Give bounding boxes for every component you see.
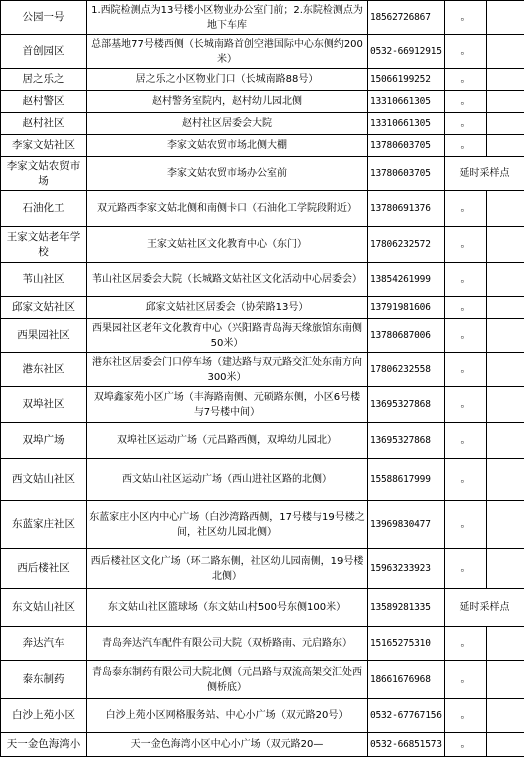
site-phone: 0532-66851573: [368, 733, 445, 757]
site-address: 双元路西李家文姑北侧和南侧卡口（石油化工学院段附近）: [87, 191, 368, 227]
site-name: 双埠广场: [1, 423, 87, 459]
empty-cell: [487, 661, 524, 699]
site-name: 西后楼社区: [1, 549, 87, 589]
site-address: 赵村警务室院内，赵村幼儿园北侧: [87, 91, 368, 113]
site-note: 。: [445, 699, 487, 733]
site-phone: 13310661305: [368, 91, 445, 113]
empty-cell: [487, 501, 524, 549]
site-name: 邱家文姑社区: [1, 297, 87, 319]
site-address: 苇山社区居委会大院（长城路文姑社区文化活动中心居委会）: [87, 263, 368, 297]
empty-cell: [487, 191, 524, 227]
site-name: 赵村社区: [1, 113, 87, 135]
site-phone: 13310661305: [368, 113, 445, 135]
site-name: 双埠社区: [1, 387, 87, 423]
site-phone: 17806232558: [368, 353, 445, 387]
empty-cell: [487, 91, 524, 113]
table-row: [1, 423, 524, 459]
table-row: [1, 387, 524, 423]
table-row: [1, 157, 524, 191]
site-name: 东蓝家庄社区: [1, 501, 87, 549]
site-note: 。: [445, 113, 487, 135]
table-row: [1, 69, 524, 91]
site-phone: 13695327868: [368, 423, 445, 459]
site-address: 西果园社区老年文化教育中心（兴阳路青岛海天缘旅馆东南侧50米）: [87, 319, 368, 353]
site-phone: 13854261999: [368, 263, 445, 297]
site-name: 李家文姑农贸市场: [1, 157, 87, 191]
site-note: 。: [445, 191, 487, 227]
empty-cell: [487, 459, 524, 501]
site-note: 。: [445, 263, 487, 297]
table-row: [1, 1, 524, 35]
site-note: 。: [445, 549, 487, 589]
site-note: 。: [445, 35, 487, 69]
table-row: [1, 699, 524, 733]
site-phone: 13780687006: [368, 319, 445, 353]
empty-cell: [487, 227, 524, 263]
site-address: 东文姑山社区篮球场（东文姑山村500号东侧100米）: [87, 589, 368, 627]
empty-cell: [487, 297, 524, 319]
site-phone: 0532-66912915: [368, 35, 445, 69]
site-address: 赵村社区居委会大院: [87, 113, 368, 135]
site-phone: 15588617999: [368, 459, 445, 501]
site-address: 李家文姑农贸市场办公室前: [87, 157, 368, 191]
empty-cell: [487, 699, 524, 733]
table-row: [1, 35, 524, 69]
site-address: 1.西院检测点为13号楼小区物业办公室门前；2.东院检测点为地下车库: [87, 1, 368, 35]
site-name: 天一金色海湾小: [1, 733, 87, 757]
site-address: 西文姑山社区运动广场（西山进社区路的北侧）: [87, 459, 368, 501]
table-row: [1, 297, 524, 319]
site-name: 西文姑山社区: [1, 459, 87, 501]
site-note: 。: [445, 319, 487, 353]
site-address: 东蓝家庄小区内中心广场（白沙湾路西侧，17号楼与19号楼之间，社区幼儿园北侧）: [87, 501, 368, 549]
site-address: 李家文姑农贸市场北侧大棚: [87, 135, 368, 157]
site-phone: 13589281335: [368, 589, 445, 627]
site-note: 。: [445, 69, 487, 91]
site-note: 。: [445, 733, 487, 757]
site-note: 。: [445, 459, 487, 501]
site-note: 。: [445, 227, 487, 263]
site-name: 苇山社区: [1, 263, 87, 297]
site-phone: 13695327868: [368, 387, 445, 423]
site-address: 邱家文姑社区居委会（协荣路13号）: [87, 297, 368, 319]
table-row: [1, 263, 524, 297]
site-address: 双埠鑫家苑小区广场（丰海路南侧、元硕路东侧，小区6号楼与7号楼中间）: [87, 387, 368, 423]
site-phone: 18661676968: [368, 661, 445, 699]
site-name: 王家文姑老年学校: [1, 227, 87, 263]
site-address: 白沙上苑小区网格服务站、中心小广场（双元路20号）: [87, 699, 368, 733]
empty-cell: [487, 135, 524, 157]
site-name: 李家文姑社区: [1, 135, 87, 157]
empty-cell: [487, 35, 524, 69]
site-phone: 17806232572: [368, 227, 445, 263]
empty-cell: [487, 423, 524, 459]
empty-cell: [487, 549, 524, 589]
site-address: 港东社区居委会门口停车场（建达路与双元路交汇处东南方向300米）: [87, 353, 368, 387]
table-row: [1, 589, 524, 627]
site-address: 居之乐之小区物业门口（长城南路88号）: [87, 69, 368, 91]
site-note: 。: [445, 297, 487, 319]
empty-cell: [487, 263, 524, 297]
site-name: 东文姑山社区: [1, 589, 87, 627]
site-phone: 13780603705: [368, 135, 445, 157]
site-name: 石油化工: [1, 191, 87, 227]
site-address: 青岛泰东制药有限公司大院北侧（元昌路与双流高架交汇处西侧桥底）: [87, 661, 368, 699]
site-name: 居之乐之: [1, 69, 87, 91]
table-row: [1, 627, 524, 661]
site-name: 港东社区: [1, 353, 87, 387]
empty-cell: [487, 1, 524, 35]
table-row: [1, 459, 524, 501]
table-row: [1, 733, 524, 757]
empty-cell: [487, 733, 524, 757]
site-address: 总部基地77号楼西侧（长城南路首创空港国际中心东侧约200米）: [87, 35, 368, 69]
site-phone: 0532-67767156: [368, 699, 445, 733]
site-note: 。: [445, 387, 487, 423]
empty-cell: [487, 627, 524, 661]
site-note: 。: [445, 91, 487, 113]
site-phone: 15165275310: [368, 627, 445, 661]
site-note: 。: [445, 1, 487, 35]
site-note: 。: [445, 423, 487, 459]
site-note: 。: [445, 135, 487, 157]
site-note: 。: [445, 501, 487, 549]
table-row: [1, 661, 524, 699]
site-address: 王家文姑社区文化教育中心（东门）: [87, 227, 368, 263]
table-row: [1, 191, 524, 227]
site-note: 。: [445, 627, 487, 661]
site-name: 泰东制药: [1, 661, 87, 699]
site-phone: 13791981606: [368, 297, 445, 319]
table-row: [1, 501, 524, 549]
site-name: 白沙上苑小区: [1, 699, 87, 733]
table-row: [1, 135, 524, 157]
site-name: 西果园社区: [1, 319, 87, 353]
site-phone: 15963233923: [368, 549, 445, 589]
table-row: [1, 227, 524, 263]
table-row: [1, 113, 524, 135]
empty-cell: [487, 387, 524, 423]
table-row: [1, 91, 524, 113]
site-phone: 13780603705: [368, 157, 445, 191]
site-note: 延时采样点: [445, 157, 524, 191]
site-name: 奔达汽车: [1, 627, 87, 661]
site-phone: 13780691376: [368, 191, 445, 227]
site-phone: 18562726867: [368, 1, 445, 35]
empty-cell: [487, 69, 524, 91]
table-row: [1, 549, 524, 589]
site-note: 延时采样点: [445, 589, 524, 627]
site-name: 赵村警区: [1, 91, 87, 113]
empty-cell: [487, 113, 524, 135]
site-address: 天一金色海湾小区中心小广场（双元路20—: [87, 733, 368, 757]
empty-cell: [487, 319, 524, 353]
table-row: [1, 353, 524, 387]
site-address: 双埠社区运动广场（元昌路西侧，双埠幼儿园北）: [87, 423, 368, 459]
site-note: 。: [445, 353, 487, 387]
site-name: 首创园区: [1, 35, 87, 69]
site-phone: 15066199252: [368, 69, 445, 91]
empty-cell: [487, 353, 524, 387]
site-phone: 13969830477: [368, 501, 445, 549]
site-name: 公园一号: [1, 1, 87, 35]
site-address: 青岛奔达汽车配件有限公司大院（双桥路南、元启路东）: [87, 627, 368, 661]
site-note: 。: [445, 661, 487, 699]
table-row: [1, 319, 524, 353]
site-address: 西后楼社区文化广场（环二路东侧，社区幼儿园南侧，19号楼北侧）: [87, 549, 368, 589]
